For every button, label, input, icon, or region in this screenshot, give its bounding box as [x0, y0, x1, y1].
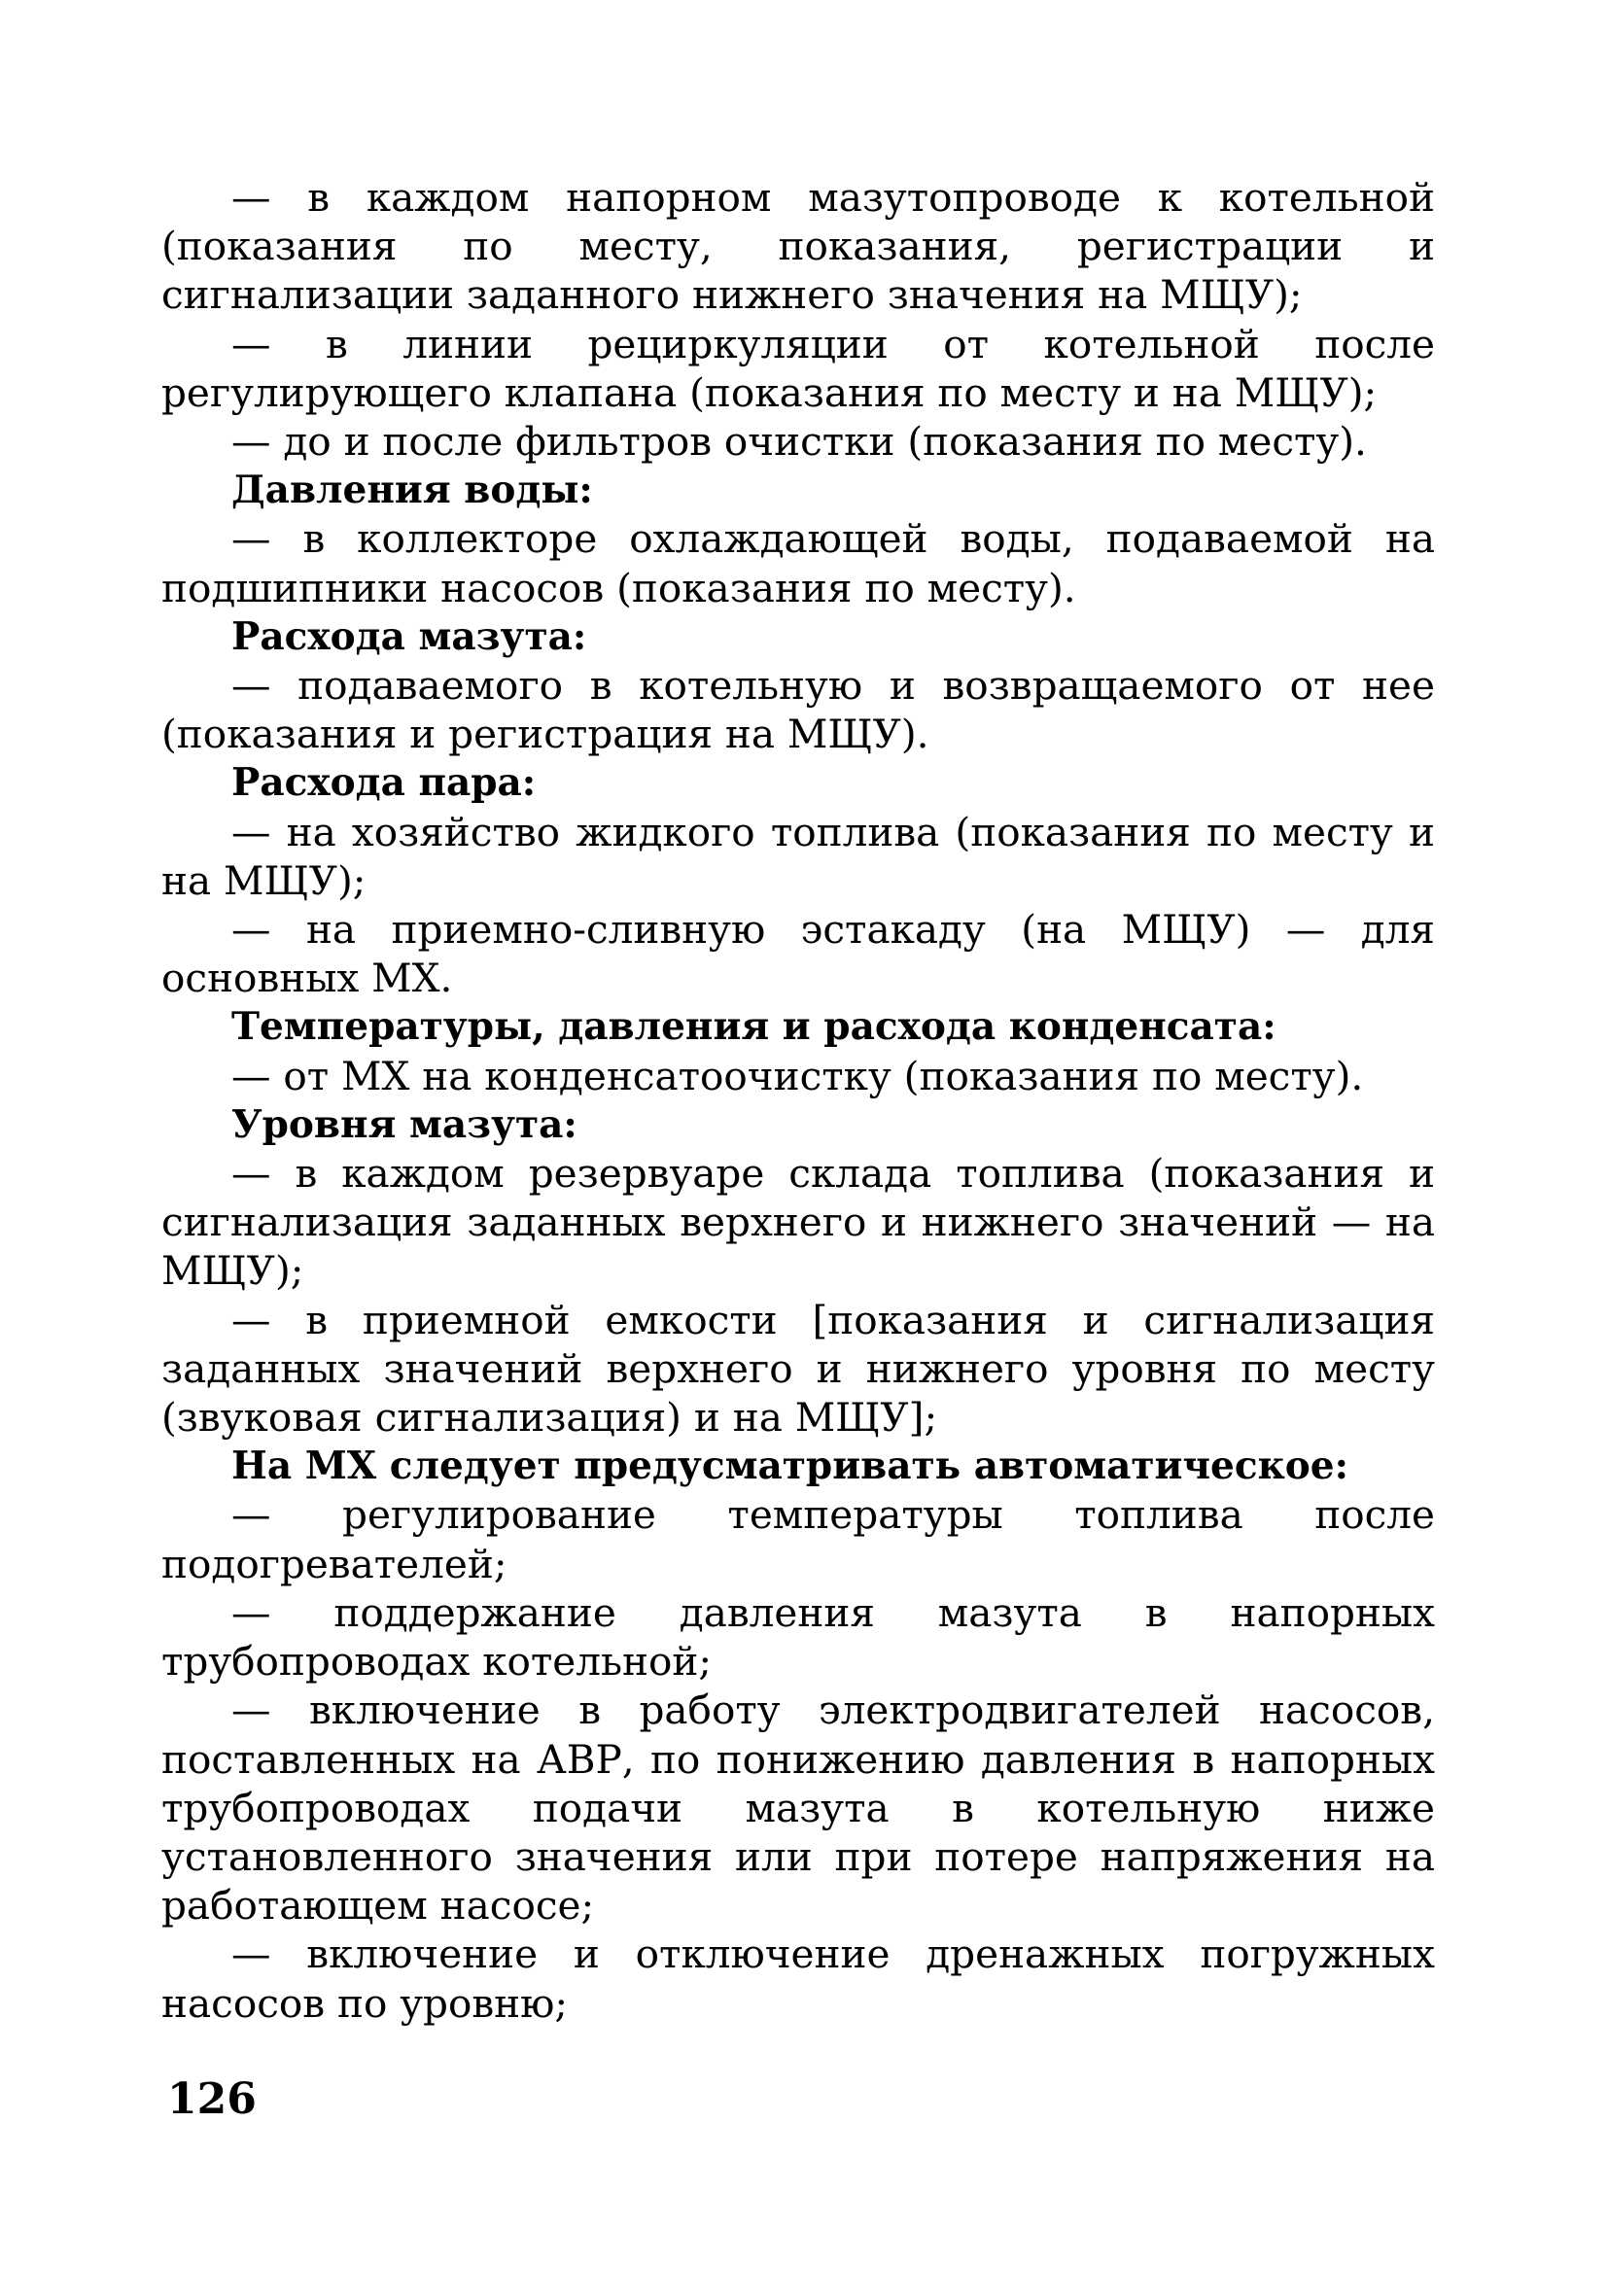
list-item: — в линии рециркуляции от котельной после регулирующего клапана (показания по месту и на МЩУ); — [161, 320, 1435, 416]
section-heading: На МХ следует предусматривать автоматическое: — [231, 1444, 1348, 1489]
list-item: — в каждом резервуаре склада топлива (показания и сигнализация заданных верхнего и нижнего значений — на МЩУ); — [161, 1150, 1435, 1295]
list-item: — в каждом напорном мазутопроводе к котельной (показания по месту, показания, регистрации и сигнализации заданного нижнего значения на МЩУ); — [161, 174, 1435, 319]
list-item: — на приемно-сливную эстакаду (на МЩУ) — для основных МХ. — [161, 906, 1435, 1002]
section-heading: Расхода мазута: — [231, 613, 587, 659]
section-heading: Расхода пара: — [231, 760, 537, 806]
list-item: — подаваемого в котельную и возвращаемого от нее (показания и регистрация на МЩУ). — [161, 662, 1435, 758]
page-number: 126 — [167, 2074, 257, 2124]
body-text — [161, 173, 1435, 2028]
list-item: — в коллекторе охлаждающей воды, подаваемой на подшипники насосов (показания по месту). — [161, 515, 1435, 611]
section-heading: Давления воды: — [231, 468, 593, 513]
list-item: — включение и отключение дренажных погружных насосов по уровню; — [161, 1931, 1435, 2027]
section-heading: Температуры, давления и расхода конденсата: — [231, 1004, 1276, 1050]
section-heading: Уровня мазута: — [231, 1101, 577, 1147]
list-item: — включение в работу электродвигателей насосов, поставленных на АВР, по понижению давления в напорных трубопроводах подачи мазута в котельную ниже установленного значения или при потере напряжения на работающем насосе; — [161, 1687, 1435, 1930]
list-item: — регулирование температуры топлива после подогревателей; — [161, 1491, 1435, 1587]
list-item: — в приемной емкости [показания и сигнализация заданных значений верхнего и нижнего уровня по месту (звуковая сигнализация) и на МЩУ]; — [161, 1296, 1435, 1442]
list-item: — от МХ на конденсатоочистку (показания по месту). — [231, 1052, 1364, 1099]
list-item: — на хозяйство жидкого топлива (показания по месту и на МЩУ); — [161, 808, 1435, 904]
list-item: — до и после фильтров очистки (показания по месту). — [231, 418, 1367, 466]
list-item: — поддержание давления мазута в напорных трубопроводах котельной; — [161, 1588, 1435, 1686]
